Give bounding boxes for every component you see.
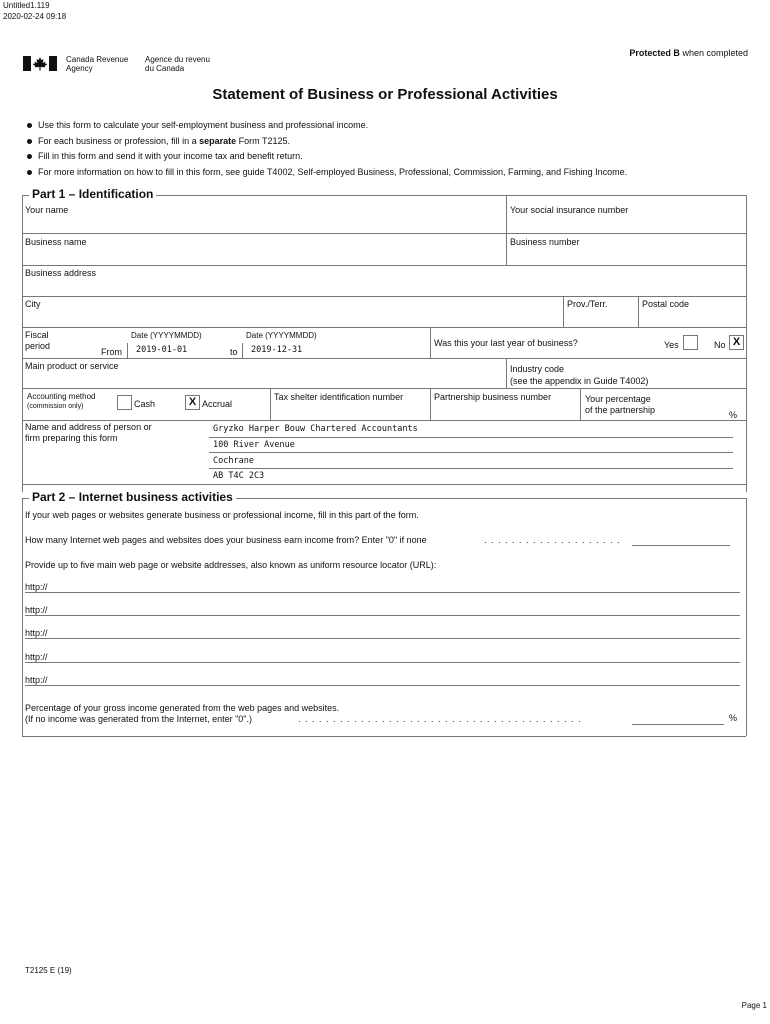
business-address-label: Business address xyxy=(25,268,97,278)
divider xyxy=(22,358,746,359)
divider xyxy=(22,233,746,234)
accrual-label: Accrual xyxy=(202,399,233,409)
divider xyxy=(506,358,507,388)
preparer-line: Cochrane xyxy=(213,456,254,466)
internet-pct-label-2: (If no income was generated from the Internet, enter "0".) xyxy=(25,714,253,724)
fiscal-period-label: Fiscal period xyxy=(25,330,51,351)
divider xyxy=(580,388,581,420)
internet-pct-label-1: Percentage of your gross income generated from the web pages and websites. xyxy=(25,703,340,713)
from-date-field[interactable] xyxy=(127,343,210,359)
part2-border-bottom xyxy=(22,736,746,737)
accounting-method-note: (commission only) xyxy=(27,403,84,410)
agency-name-en: Canada Revenue Agency xyxy=(66,55,129,73)
divider xyxy=(209,468,733,469)
divider xyxy=(506,195,507,265)
part1-border-right xyxy=(746,195,747,492)
instruction-list xyxy=(25,118,745,180)
to-date-value: 2019-12-31 xyxy=(251,345,303,355)
yes-label: Yes xyxy=(664,340,679,350)
divider xyxy=(430,388,431,420)
business-name-label: Business name xyxy=(25,237,87,247)
protected-b-label: Protected B xyxy=(629,48,680,58)
date-format-from: Date (YYYYMMDD) xyxy=(131,331,202,340)
page-number: Page 1 xyxy=(741,1001,767,1010)
prov-label: Prov./Terr. xyxy=(567,299,608,309)
instruction-item: For each business or profession, fill in a separate Form T2125. xyxy=(25,134,745,150)
url-prefix: http:// xyxy=(25,628,48,638)
leader-dots: . . . . . . . . . . . . . . . . . . . . . . . . . . . . . . . . . . . . . . . . . xyxy=(298,714,582,724)
form-title: Statement of Business or Professional Activities xyxy=(212,86,558,103)
url-prefix: http:// xyxy=(25,605,48,615)
yes-checkbox[interactable] xyxy=(683,335,698,350)
internet-pct-input[interactable] xyxy=(632,724,724,725)
to-date-field[interactable] xyxy=(242,343,329,359)
provide-urls-label: Provide up to five main web page or website addresses, also known as uniform resource locator (URL): xyxy=(25,560,437,570)
url-prefix: http:// xyxy=(25,652,48,662)
from-label: From xyxy=(101,347,122,357)
accounting-method-label: Accounting method xyxy=(27,392,96,401)
preparer-address-block[interactable] xyxy=(209,422,733,484)
from-date-value: 2019-01-01 xyxy=(136,345,188,355)
cash-checkbox[interactable] xyxy=(117,395,132,410)
url-input[interactable] xyxy=(25,638,740,639)
preparer-line: AB T4C 2C3 xyxy=(213,471,265,481)
timestamp: 2020-02-24 09:18 xyxy=(3,12,67,21)
partnership-bn-label: Partnership business number xyxy=(434,392,552,402)
divider xyxy=(563,296,564,327)
instruction-item: For more information on how to fill in this form, see guide T4002, Self-employed Business, Professional, Commission, Farming, and Fishing Income. xyxy=(25,165,745,181)
canada-flag-icon xyxy=(23,56,57,71)
cash-label: Cash xyxy=(134,399,156,409)
part2-heading: Part 2 – Internet business activities xyxy=(29,490,236,505)
business-number-label: Business number xyxy=(510,237,580,247)
part1-border-left xyxy=(22,195,23,492)
percent-sign: % xyxy=(729,713,738,723)
divider xyxy=(638,296,639,327)
sin-label: Your social insurance number xyxy=(510,205,629,215)
to-label: to xyxy=(230,347,238,357)
instruction-item: Use this form to calculate your self-employment business and professional income. xyxy=(25,118,745,134)
url-prefix: http:// xyxy=(25,582,48,592)
divider xyxy=(22,265,746,266)
last-year-question: Was this your last year of business? xyxy=(434,338,578,348)
tax-shelter-label: Tax shelter identification number xyxy=(274,392,404,402)
part1-heading: Part 1 – Identification xyxy=(29,187,156,202)
industry-code-label: Industry code (see the appendix in Guide T4002) xyxy=(510,364,649,386)
leader-dots: . . . . . . . . . . . . . . . . . . . . xyxy=(484,535,621,545)
url-input[interactable] xyxy=(25,662,740,663)
no-checkbox[interactable]: X xyxy=(729,335,744,350)
url-input[interactable] xyxy=(25,685,740,686)
protected-notice xyxy=(629,48,748,59)
preparer-label: Name and address of person or firm preparing this form xyxy=(25,422,152,443)
no-label: No xyxy=(714,340,726,350)
accrual-checkbox[interactable]: X xyxy=(185,395,200,410)
divider xyxy=(209,452,733,453)
city-label: City xyxy=(25,299,41,309)
divider xyxy=(22,388,746,389)
part2-border-right xyxy=(746,498,747,736)
divider xyxy=(209,437,733,438)
protected-rest-label: when completed xyxy=(682,48,748,58)
instruction-item: Fill in this form and send it with your income tax and benefit return. xyxy=(25,149,745,165)
divider xyxy=(430,327,431,358)
date-format-to: Date (YYYYMMDD) xyxy=(246,331,317,340)
url-prefix: http:// xyxy=(25,675,48,685)
percent-sign: % xyxy=(729,410,738,420)
divider xyxy=(22,420,746,421)
main-product-label: Main product or service xyxy=(25,361,119,371)
your-name-label: Your name xyxy=(25,205,69,215)
preparer-line: 100 River Avenue xyxy=(213,440,295,450)
part2-intro: If your web pages or websites generate business or professional income, fill in this part of the form. xyxy=(25,510,419,520)
how-many-input[interactable] xyxy=(632,545,730,546)
divider xyxy=(22,484,746,485)
file-label: Untitled1.119 xyxy=(3,1,50,10)
postal-code-label: Postal code xyxy=(642,299,690,309)
how-many-question: How many Internet web pages and websites does your business earn income from? Enter "0" if none xyxy=(25,535,427,545)
url-input[interactable] xyxy=(25,615,740,616)
part2-border-left xyxy=(22,498,23,736)
form-code: T2125 E (19) xyxy=(25,966,72,975)
your-percentage-label: Your percentage of the partnership xyxy=(585,394,656,415)
url-input[interactable] xyxy=(25,592,740,593)
preparer-line: Gryzko Harper Bouw Chartered Accountants xyxy=(213,424,418,434)
divider xyxy=(270,388,271,420)
divider xyxy=(22,327,746,328)
agency-name-fr: Agence du revenu du Canada xyxy=(145,55,210,73)
